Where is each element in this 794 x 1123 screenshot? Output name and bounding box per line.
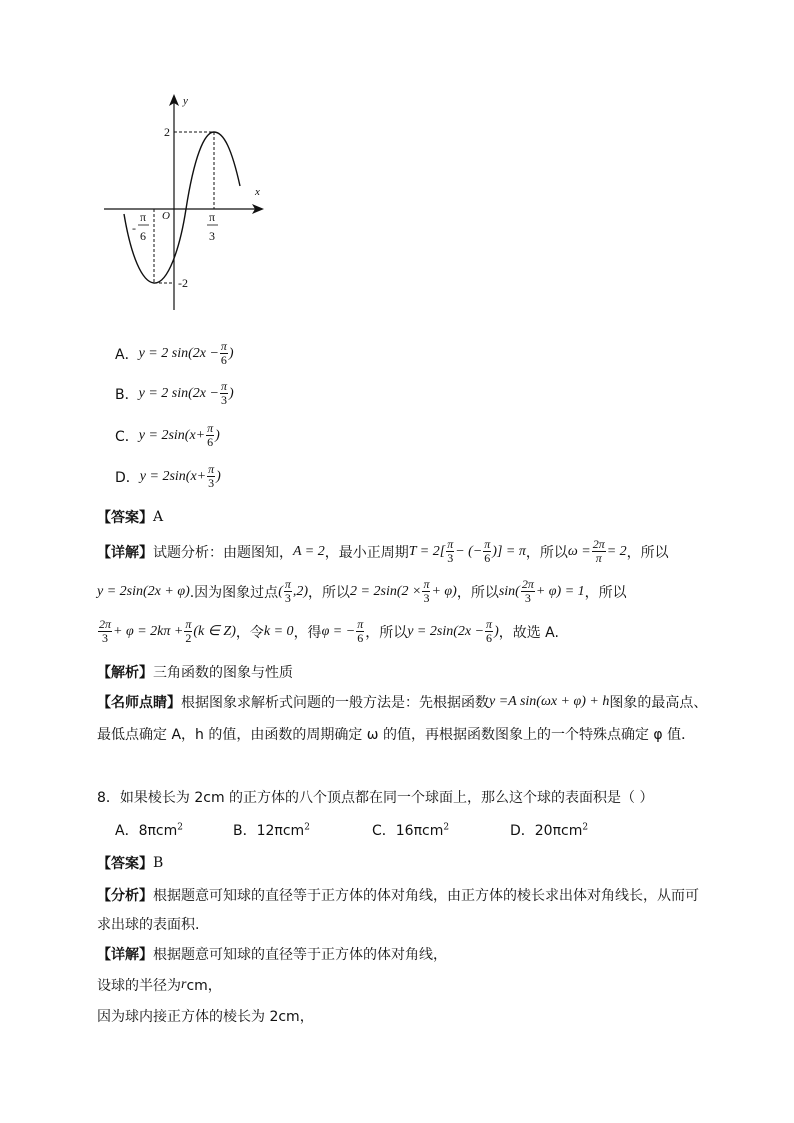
sine-graph bbox=[98, 88, 278, 318]
q7-tip-line2: 最低点确定 A，h 的值，由函数的周期确定 ω 的值，再根据函数图象上的一个特殊点确定 φ 值． bbox=[97, 727, 696, 743]
q8-detail-line3: 因为球内接正方体的棱长为 2cm， bbox=[97, 1009, 314, 1025]
q8-detail-line1: 【详解】 根据题意可知球的直径等于正方体的体对角线， bbox=[97, 947, 447, 963]
y-axis-label: y bbox=[183, 95, 188, 107]
q7-tip-line1: 【名师点睛】 根据图象求解析式问题的一般方法是：先根据函数 y =A sin(ωx + φ) + h 图象的最高点、 bbox=[97, 694, 708, 711]
option-a: A． y = 2 sin(2x − $\frac{\pi}{6}$ ) bbox=[115, 339, 234, 367]
origin-label: O bbox=[162, 210, 170, 222]
x-axis-label: x bbox=[255, 186, 260, 198]
option-c: C． y = 2sin(x+ $\frac{\pi}{6}$ ) bbox=[115, 421, 220, 449]
q8-answer: 【答案】 B bbox=[97, 855, 164, 872]
q8-choice-b: B．12πcm$^2$ bbox=[233, 822, 310, 839]
q8-stem: 8．如果棱长为 2cm 的正方体的八个顶点都在同一个球面上，那么这个球的表面积是（ ） bbox=[97, 790, 654, 806]
y-max-label: 2 bbox=[164, 125, 170, 139]
x-neg-den: 6 bbox=[140, 229, 146, 243]
q7-analysis: 【解析】 三角函数的图象与性质 bbox=[97, 665, 293, 681]
x-neg-sign: - bbox=[132, 221, 136, 235]
q7-answer: 【答案】 A bbox=[97, 509, 164, 526]
q7-detail-line1: 【详解】 试题分析：由题图知， A = 2 ，最小正周期 T = 2[ $\frac{\pi}{3}$ − (− $\frac{\pi}{6}$ )] = π ，所以 ω = $\frac{2\pi}{\pi}$ = 2 ，所以 bbox=[97, 537, 669, 565]
q8-analysis-line2: 求出球的表面积. bbox=[97, 917, 200, 933]
q8-choice-a: A．8πcm$^2$ bbox=[115, 822, 183, 839]
sine-curve bbox=[124, 132, 240, 283]
q8-analysis-line1: 【分析】 根据题意可知球的直径等于正方体的体对角线，由正方体的棱长求出体对角线长，从而可 bbox=[97, 888, 699, 904]
q8-choice-d: D．20πcm$^2$ bbox=[510, 822, 589, 839]
x-axis bbox=[104, 204, 264, 214]
y-min-label: -2 bbox=[178, 276, 188, 290]
x-pos-num: π bbox=[209, 210, 216, 224]
q8-choice-c: C．16πcm$^2$ bbox=[372, 822, 450, 839]
q7-detail-line2: y = 2sin(2x + φ) .因为图象过点 ( $\frac{\pi}{3}$ ,2) ，所以 2 = 2sin(2 × $\frac{\pi}{3}$ + φ) ，所以 sin( $\frac{2\pi}{3}$ + φ) = 1 ，所以 bbox=[97, 577, 627, 605]
q7-detail-line3: $\frac{2\pi}{3}$ + φ = 2kπ + $\frac{\pi}{2}$ (k ∈ Z) ，令 k = 0 ，得 φ = − $\frac{\pi}{6}$ ，所以 y = 2sin(2x − $\frac{\pi}{6}$ ) ，故选 A. bbox=[99, 617, 559, 645]
option-b: B． y = 2 sin(2x − $\frac{\pi}{3}$ ) bbox=[115, 379, 234, 407]
x-pos-den: 3 bbox=[209, 229, 215, 243]
q8-detail-line2: 设球的半径为 r cm， bbox=[97, 977, 222, 994]
option-d: D． y = 2sin(x+ $\frac{\pi}{3}$ ) bbox=[115, 462, 221, 490]
x-neg-num: π bbox=[140, 210, 147, 224]
